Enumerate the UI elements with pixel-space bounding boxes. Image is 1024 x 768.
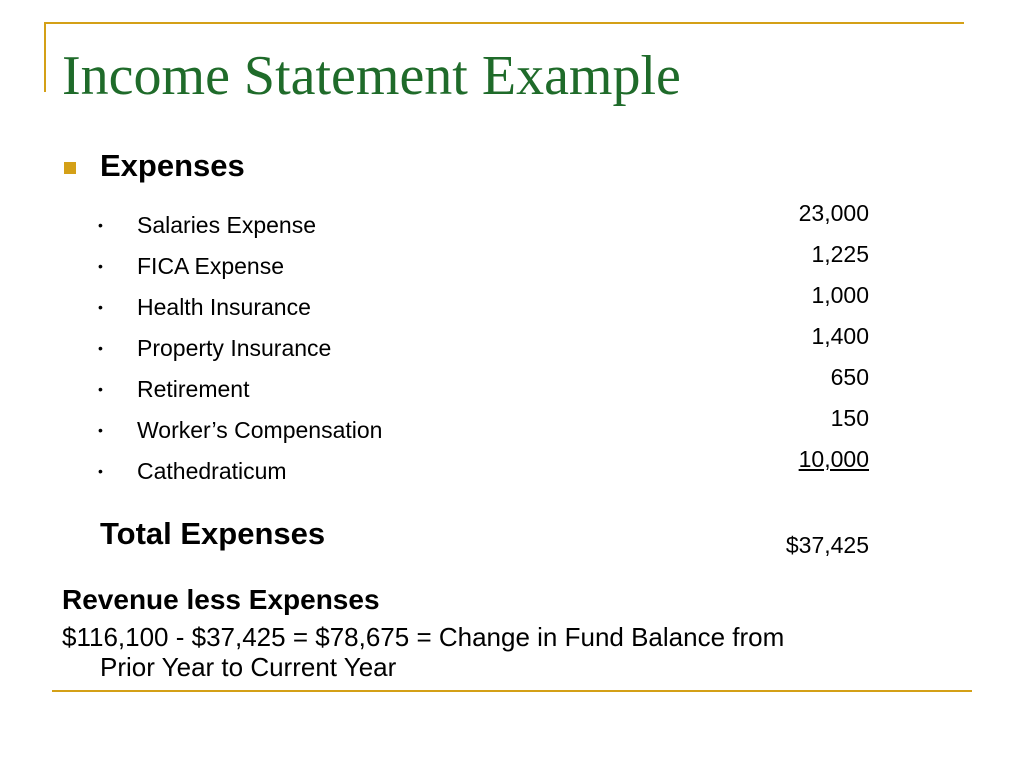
expense-list (98, 212, 382, 499)
total-expenses-amount: $37,425 (785, 532, 869, 558)
expense-item (98, 253, 382, 294)
slide-title: Income Statement Example (62, 45, 681, 107)
expense-amount: 1,400 (811, 323, 869, 349)
expense-amount: 650 (830, 364, 869, 390)
amount-column (799, 200, 869, 487)
expense-amount: 150 (830, 405, 869, 431)
expense-item (98, 335, 382, 376)
frame-bottom-rule (52, 690, 972, 692)
total-expenses-label: Total Expenses (100, 516, 326, 551)
expense-label: Cathedraticum (137, 458, 287, 484)
expense-amount-subtotal-line: 10,000 (798, 446, 869, 472)
expense-item (98, 294, 382, 335)
square-bullet-icon (64, 162, 76, 174)
section-heading-expenses: Expenses (100, 148, 245, 183)
bullet-dot-icon: • (98, 422, 103, 438)
expense-amount: 1,225 (811, 241, 869, 267)
summary-heading: Revenue less Expenses (62, 584, 380, 615)
expense-label: Salaries Expense (137, 212, 316, 238)
bullet-dot-icon: • (98, 258, 103, 274)
expense-label: Worker’s Compensation (137, 417, 383, 443)
expense-label: FICA Expense (137, 253, 285, 279)
expense-item (98, 212, 382, 253)
expense-amount: 1,000 (811, 282, 869, 308)
bullet-dot-icon: • (98, 299, 103, 315)
expense-label: Property Insurance (137, 335, 332, 361)
bullet-dot-icon: • (98, 381, 103, 397)
summary-equation: $116,100 - $37,425 = $78,675 = Change in Fund Balance from Prior Year to Current Year (62, 622, 785, 683)
expense-label: Health Insurance (137, 294, 311, 320)
expense-amount: 23,000 (798, 200, 869, 226)
frame-top-rule (44, 22, 964, 24)
expense-label: Retirement (137, 376, 250, 402)
frame-left-rule (44, 22, 46, 92)
expense-item (98, 376, 382, 417)
expense-item (98, 458, 382, 499)
bullet-dot-icon: • (98, 217, 103, 233)
bullet-dot-icon: • (98, 340, 103, 356)
expense-item (98, 417, 382, 458)
bullet-dot-icon: • (98, 463, 103, 479)
